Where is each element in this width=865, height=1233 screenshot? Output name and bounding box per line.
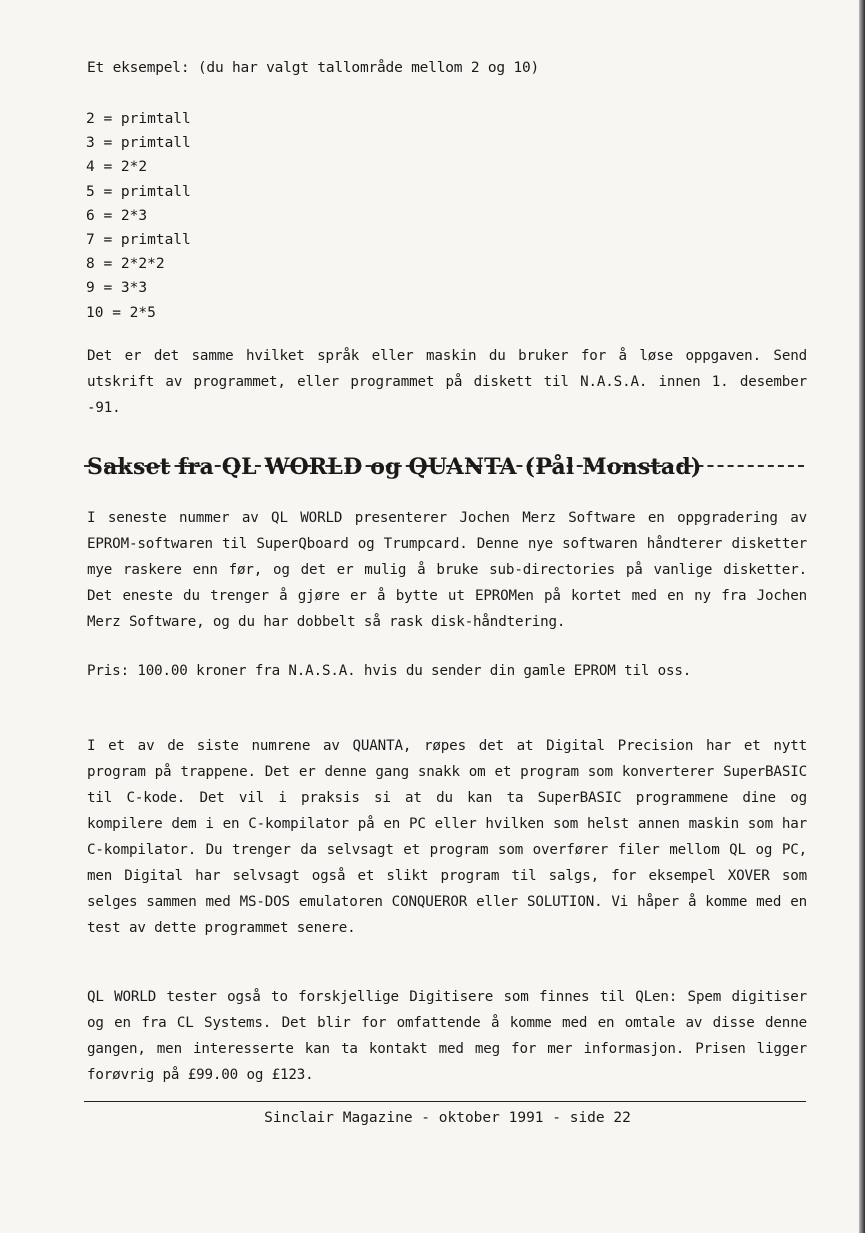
quanta-paragraph: I et av de siste numrene av QUANTA, røpes det at Digital Precision har et nytt program på trappene. Det er denne gang snakk om et program som konverterer SuperBASIC til C-kode. Det vil i praksis si at du kan ta SuperBASIC programmene dine og kompilere dem i en C-kompilator på en PC eller hvilken som helst annen maskin som har C-kompilator. Du trenger da selvsagt et program som overfører filer mellom QL og PC, men Digital har selvsagt også et slikt program til salgs, for eksempel XOVER som selges sammen med MS-DOS emulatoren CONQUEROR eller SOLUTION. Vi håper å komme med en test av dette programmet senere. [87, 738, 807, 936]
intro-line: Et eksempel: (du har valgt tallområde mellom 2 og 10) [87, 60, 540, 76]
prime-factor-list [86, 107, 191, 325]
list-item: 2 = primtall [86, 111, 191, 127]
list-item: 7 = primtall [86, 231, 191, 248]
list-item: 5 = primtall [86, 183, 191, 200]
page-edge-shadow [859, 0, 865, 1233]
list-item: 4 = 2*2 [86, 159, 148, 176]
footer-divider [84, 1101, 806, 1102]
contest-paragraph: Det er det samme hvilket språk eller maskin du bruker for å løse oppgaven. Send utskrift av programmet, eller programmet på diskett til N.A.S.A. innen 1. desember -91. [87, 348, 807, 416]
section-heading: Sakset fra QL WORLD og QUANTA (Pål Monstad) [87, 454, 702, 480]
list-item: 10 = 2*5 [86, 304, 156, 321]
price-paragraph: Pris: 100.00 kroner fra N.A.S.A. hvis du sender din gamle EPROM til oss. [87, 663, 692, 679]
list-item: 6 = 2*3 [86, 207, 148, 224]
eprom-paragraph: I seneste nummer av QL WORLD presenterer Jochen Merz Software en oppgradering av EPROM-softwaren til SuperQboard og Trumpcard. Denne nye softwaren håndterer disketter mye raskere enn før, og det er mulig å bruke sub-directories på vanlige disketter. Det eneste du trenger å gjøre er å bytte ut EPROMen på kortet med en ny fra Jochen Merz Software, og du har dobbelt så rask disk-håndtering. [87, 510, 807, 630]
page-footer: Sinclair Magazine - oktober 1991 - side 22 [264, 1110, 631, 1126]
list-item: 9 = 3*3 [86, 280, 148, 297]
list-item: 8 = 2*2*2 [86, 256, 165, 273]
list-item: 3 = primtall [86, 135, 191, 152]
digitisers-paragraph: QL WORLD tester også to forskjellige Digitisere som finnes til QLen: Spem digitiser og en fra CL Systems. Det blir for omfattende å komme med en omtale av disse denne gangen, men interesserte kan ta kontakt med meg for mer informasjon. Prisen ligger forøvrig på £99.00 og £123. [87, 989, 807, 1083]
